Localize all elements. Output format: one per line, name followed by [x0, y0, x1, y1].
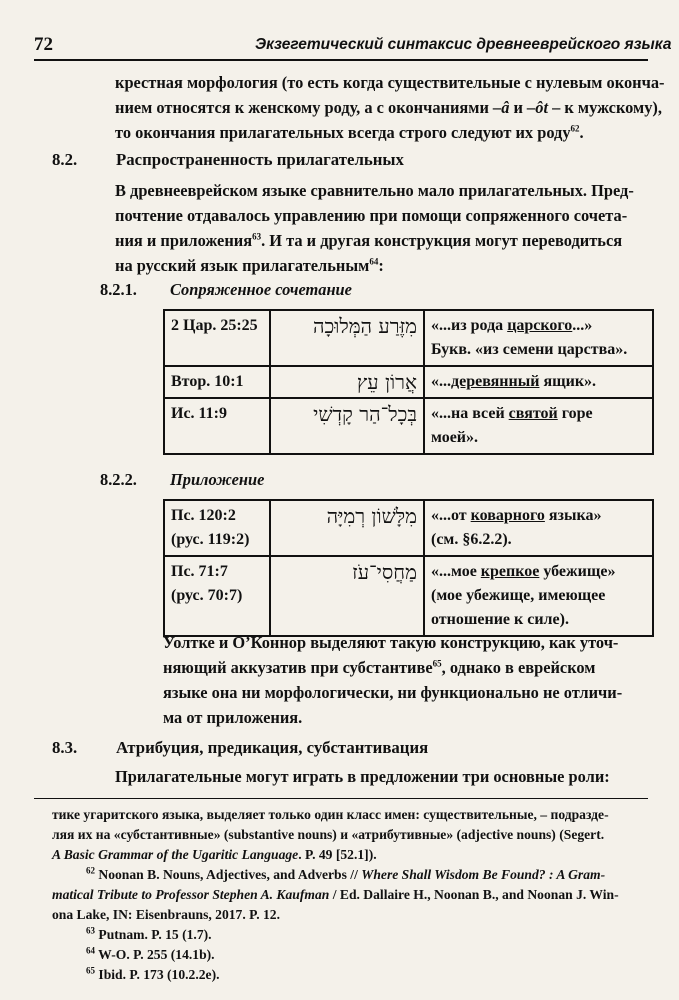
- intro-line: нием относятся к женскому роду, а с окончаниями –â и –ôt – к мужскому),: [115, 98, 662, 117]
- footnote-rule: [34, 798, 648, 799]
- translation: «...от коварного языка» (см. §6.2.2).: [424, 500, 653, 556]
- section-heading-8-2: 8.2. Распространенность прилагательных: [52, 150, 404, 169]
- footnote-64: $^{64}$ W-O. P. 255 (14.1b).: [86, 945, 215, 962]
- construct-chain-table: [163, 309, 654, 455]
- table-row: [164, 556, 653, 636]
- intro-paragraph: [115, 70, 665, 145]
- verse-ref: Ис. 11:9: [164, 398, 270, 454]
- header-rule: [34, 59, 648, 61]
- verse-ref: Пс. 120:2 (рус. 119:2): [164, 500, 270, 556]
- section-8-2-paragraph: В древнееврейском языке сравнительно мало прилагательных. Пред- почтение отдавалось управлению при помощи сопряженного сочета- ния и приложения$^{63}$. И та и другая конструкция могут переводиться на русский язык прилагательным$^{64}$:: [115, 181, 634, 275]
- hebrew-text: בְּכָל־הַר קָדְשִׁי: [270, 398, 424, 454]
- footnote-65: $^{65}$ Ibid. P. 173 (10.2.2e).: [86, 965, 220, 982]
- intro-line: крестная морфология (то есть когда существительные с нулевым оконча-: [115, 73, 665, 92]
- table-row: [164, 398, 653, 454]
- footnote-ref: 63: [252, 231, 262, 242]
- apposition-table: [163, 499, 654, 637]
- running-header: Экзегетический синтаксис древнееврейского языка: [255, 36, 672, 53]
- footnote-ref: 64: [369, 256, 379, 267]
- waltke-paragraph: Уолтке и О’Коннор выделяют такую конструкцию, как уточ- няющий аккузатив при субстантиве$^{65}$, однако в еврейском языке она ни морфологически, ни функционально не отличи- ма от приложения.: [163, 633, 623, 727]
- translation: «...мое крепкое убежище» (мое убежище, имеющее отношение к силе).: [424, 556, 653, 636]
- verse-ref: Пс. 71:7 (рус. 70:7): [164, 556, 270, 636]
- table-row: [164, 310, 653, 366]
- page-number: 72: [34, 34, 53, 55]
- footnote-62: $^{62}$ Noonan B. Nouns, Adjectives, and Adverbs // Where Shall Wisdom Be Found? : A Gram- matical Tribute to Professor Stephen A. Kaufman / Ed. Dallaire H., Noonan B., and Noonan J. Win- ona Lake, IN: Eisenbrauns, 2017. P. 12.: [52, 865, 619, 922]
- section-8-3-paragraph: Прилагательные могут играть в предложении три основные роли:: [115, 767, 610, 786]
- section-heading-8-3: 8.3. Атрибуция, предикация, субстантивация: [52, 738, 429, 757]
- hebrew-text: אֲרוֹן עֵץ: [270, 366, 424, 398]
- subsection-heading-8-2-1: 8.2.1. Сопряженное сочетание: [100, 280, 352, 299]
- hebrew-text: מִלָּשׁוֹן רְמִיָּה: [270, 500, 424, 556]
- translation: «...деревянный ящик».: [424, 366, 653, 398]
- footnote-continuation: тике угаритского языка, выделяет только один класс имен: существительные, – подразде- ляя их на «субстантивные» (substantive nouns) и «атрибутивные» (adjective nouns) (Segert. A Basic Grammar of the Ugaritic Language. P. 49 [52.1]).: [52, 807, 609, 862]
- translation: «...на всей святой горе моей».: [424, 398, 653, 454]
- intro-line: то окончания прилагательных всегда строго следуют их роду$^{62}$.: [115, 123, 584, 142]
- table-row: [164, 366, 653, 398]
- translation: «...из рода царского...» Букв. «из семени царства».: [424, 310, 653, 366]
- verse-ref: Втор. 10:1: [164, 366, 270, 398]
- hebrew-text: מִזֶּרַע הַמְּלוּכָה: [270, 310, 424, 366]
- hebrew-text: מַחֲסִי־עֹז: [270, 556, 424, 636]
- table-row: [164, 500, 653, 556]
- footnote-ref: 65: [432, 658, 442, 669]
- footnote-ref: 62: [570, 123, 580, 134]
- subsection-heading-8-2-2: 8.2.2. Приложение: [100, 470, 265, 489]
- footnote-63: $^{63}$ Putnam. P. 15 (1.7).: [86, 925, 212, 942]
- footnotes: [52, 805, 652, 985]
- verse-ref: 2 Цар. 25:25: [164, 310, 270, 366]
